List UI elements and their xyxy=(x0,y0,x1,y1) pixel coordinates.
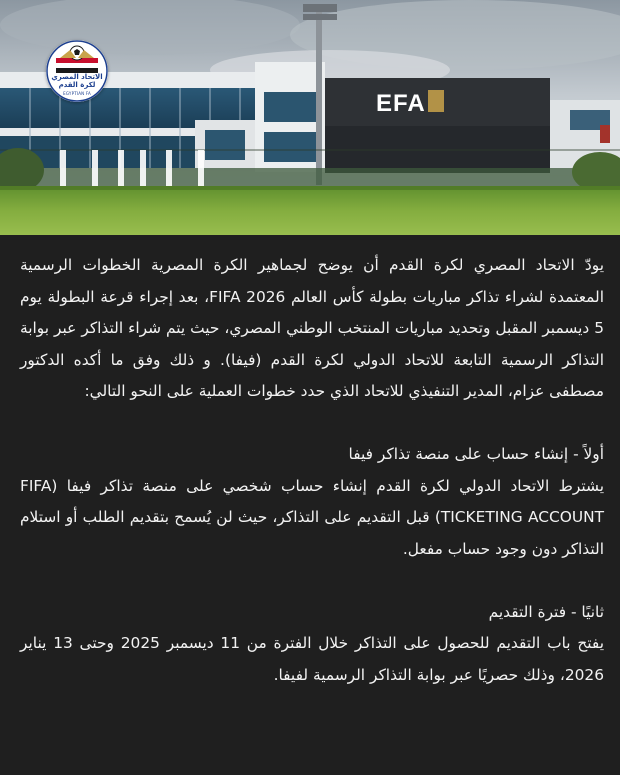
paragraph-spacer xyxy=(20,565,604,597)
football-pitch xyxy=(0,186,620,235)
section1-heading: أولاً - إنشاء حساب على منصة تذاكر فيفا xyxy=(348,445,604,463)
intro-paragraph: يودّ الاتحاد المصري لكرة القدم أن يوضح لجماهير الكرة المصرية الخطوات الرسمية المعتمدة لشراء تذاكر مباريات بطولة كأس العالم FIFA 2026، بعد إجراء قرعة البطولة يوم 5 ديسمبر المقبل وتحديد مباريات المنتخب الوطني المصري، حيث يتم شراء التذاكر عبر بوابة التذاكر الرسمية التابعة للاتحاد الدولي لكرة القدم (فيفا). و ذلك وفق ما أكده الدكتور مصطفى عزام، المدير التنفيذي للاتحاد الذي حدد خطوات العملية على النحو التالي: xyxy=(20,256,605,400)
hero-photo xyxy=(0,0,620,235)
efa-building xyxy=(325,78,550,173)
paragraph-spacer xyxy=(20,408,604,440)
logo-subtext: EGYPTIAN FA xyxy=(63,91,91,96)
section1-paragraph: يشترط الاتحاد الدولي لكرة القدم إنشاء حساب شخصي على منصة تذاكر فيفا (FIFA TICKETING ACCOUNT) قبل التقديم على التذاكر، حيث لن يُسمح بتقديم الطلب أو استلام التذاكر دون وجود حساب مفعل. xyxy=(20,476,604,558)
building-sign: EFA xyxy=(376,90,426,117)
article-body xyxy=(20,250,604,691)
section2-heading: ثانيًا - فترة التقديم xyxy=(488,602,604,621)
logo-text: الاتحاد المصري لكرة القدم xyxy=(51,73,103,89)
left-building xyxy=(0,72,255,168)
efa-logo xyxy=(46,40,108,102)
section2-paragraph: يفتح باب التقديم للحصول على التذاكر خلال الفترة من 11 ديسمبر 2025 وحتى 13 يناير 2026، وذلك حصريًا عبر بوابة التذاكر الرسمية لفيفا. xyxy=(20,634,605,684)
headquarters-illustration xyxy=(0,0,620,235)
